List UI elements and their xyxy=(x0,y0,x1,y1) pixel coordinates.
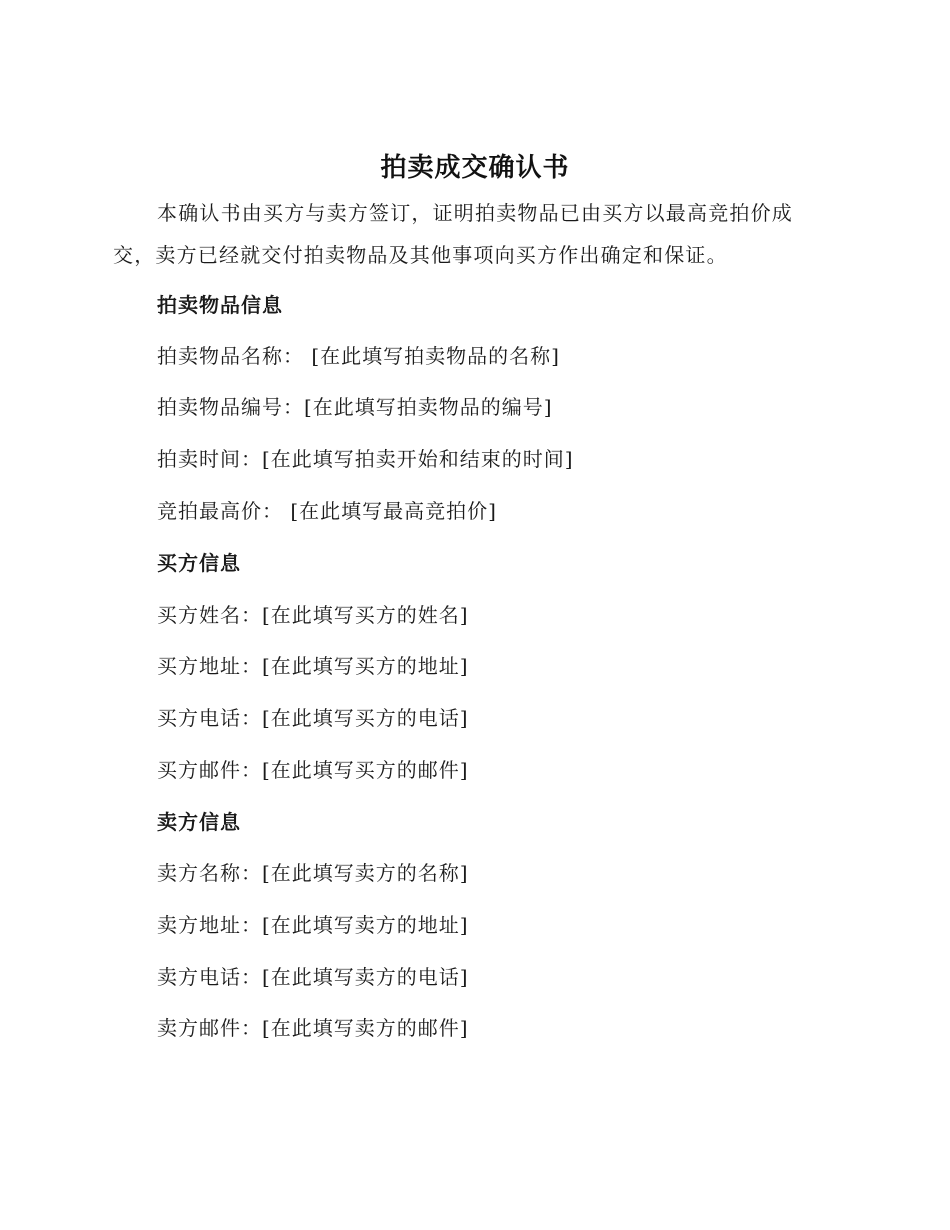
intro-paragraph: 本确认书由买方与卖方签订，证明拍卖物品已由买方以最高竞拍价成交，卖方已经就交付拍卖物品及其他事项向买方作出确定和保证。 xyxy=(113,201,793,267)
buyer-phone-field: 买方电话：[在此填写买方的电话] xyxy=(157,706,469,730)
buyer-section-heading: 买方信息 xyxy=(157,551,241,575)
auction-time-field: 拍卖时间：[在此填写拍卖开始和结束的时间] xyxy=(157,447,574,471)
item-name-field: 拍卖物品名称： [在此填写拍卖物品的名称] xyxy=(157,344,560,368)
item-number-field: 拍卖物品编号：[在此填写拍卖物品的编号] xyxy=(157,395,553,419)
seller-section-heading: 卖方信息 xyxy=(157,810,241,834)
highest-bid-field: 竞拍最高价： [在此填写最高竞拍价] xyxy=(157,499,497,523)
seller-name-field: 卖方名称：[在此填写卖方的名称] xyxy=(157,861,469,885)
buyer-name-field: 买方姓名：[在此填写买方的姓名] xyxy=(157,603,469,627)
seller-address-field: 卖方地址：[在此填写卖方的地址] xyxy=(157,913,469,937)
buyer-email-field: 买方邮件：[在此填写买方的邮件] xyxy=(157,758,469,782)
seller-email-field: 卖方邮件：[在此填写卖方的邮件] xyxy=(157,1016,469,1040)
item-section-heading: 拍卖物品信息 xyxy=(157,293,283,317)
buyer-address-field: 买方地址：[在此填写买方的地址] xyxy=(157,654,469,678)
seller-phone-field: 卖方电话：[在此填写卖方的电话] xyxy=(157,965,469,989)
document-title: 拍卖成交确认书 xyxy=(380,153,570,183)
